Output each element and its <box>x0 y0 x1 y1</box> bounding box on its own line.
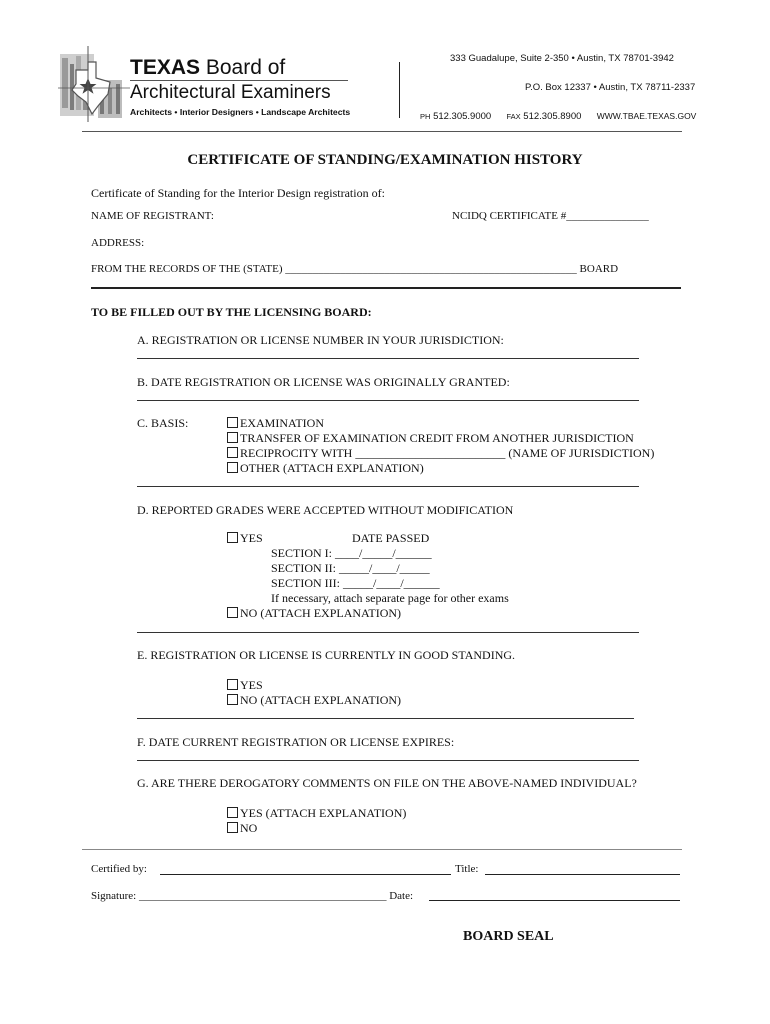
item-a-line[interactable] <box>137 358 639 359</box>
board-seal: BOARD SEAL <box>463 929 554 944</box>
derogatory-options <box>227 806 406 836</box>
intro-text: Certificate of Standing for the Interior Design registration of: <box>91 186 385 200</box>
title-label: Title: <box>455 863 479 875</box>
other-exams-note: If necessary, attach separate page for other exams <box>271 591 509 605</box>
page-title: CERTIFICATE OF STANDING/EXAMINATION HISTORY <box>187 152 583 168</box>
certified-by-label: Certified by: <box>91 863 147 875</box>
grades-no-label: NO (ATTACH EXPLANATION) <box>240 606 402 620</box>
section-3-date-field[interactable]: SECTION III: _____/____/______ <box>271 576 440 590</box>
item-g-label: G. ARE THERE DEROGATORY COMMENTS ON FILE ON THE ABOVE-NAMED INDIVIDUAL? <box>137 776 637 790</box>
other-checkbox[interactable] <box>227 462 238 473</box>
standing-no-checkbox[interactable] <box>227 694 238 705</box>
grades-yes-label: YES <box>240 531 263 545</box>
section-1-date-field[interactable]: SECTION I: ____/_____/______ <box>271 546 432 560</box>
item-e-label: E. REGISTRATION OR LICENSE IS CURRENTLY IN GOOD STANDING. <box>137 648 516 662</box>
item-f-label: F. DATE CURRENT REGISTRATION OR LICENSE EXPIRES: <box>137 735 455 749</box>
grades-no <box>227 606 401 621</box>
logo-tagline: Architects • Interior Designers • Landscape Architects <box>130 107 351 117</box>
fax-number: 512.305.8900 <box>523 111 582 122</box>
standing-yes-label: YES <box>240 678 263 692</box>
grades-no-checkbox[interactable] <box>227 607 238 618</box>
item-d-label: D. REPORTED GRADES WERE ACCEPTED WITHOUT MODIFICATION <box>137 503 514 517</box>
item-b-line[interactable] <box>137 400 639 401</box>
board-heading: TO BE FILLED OUT BY THE LICENSING BOARD: <box>91 305 372 319</box>
section-2-date-field[interactable]: SECTION II: _____/____/_____ <box>271 561 430 575</box>
item-c-label: C. BASIS: <box>137 416 189 430</box>
section-dates <box>271 546 509 606</box>
examination-checkbox[interactable] <box>227 417 238 428</box>
standing-yes-checkbox[interactable] <box>227 679 238 690</box>
date-passed-label: DATE PASSED <box>352 531 430 545</box>
derogatory-no-label: NO <box>240 821 258 835</box>
header-divider <box>399 62 400 118</box>
transfer-label: TRANSFER OF EXAMINATION CREDIT FROM ANOTHER JURISDICTION <box>240 431 634 445</box>
grades-yes-checkbox[interactable] <box>227 532 238 543</box>
contact-line <box>420 111 696 122</box>
logo-board-of: Board of <box>205 56 286 79</box>
standing-options <box>227 678 401 708</box>
logo-architectural-examiners: Architectural Examiners <box>130 82 331 103</box>
item-d-line[interactable] <box>137 632 639 633</box>
item-a-label: A. REGISTRATION OR LICENSE NUMBER IN YOUR JURISDICTION: <box>137 333 504 347</box>
item-e-line[interactable] <box>137 718 634 719</box>
section-divider <box>91 287 681 289</box>
derogatory-no-checkbox[interactable] <box>227 822 238 833</box>
derogatory-yes-label: YES (ATTACH EXPLANATION) <box>240 806 407 820</box>
address-line-2: P.O. Box 12337 • Austin, TX 78711-2337 <box>525 82 696 93</box>
examination-label: EXAMINATION <box>240 416 324 430</box>
phone-label: PH <box>420 112 431 121</box>
header-rule <box>82 131 682 132</box>
reciprocity-label: RECIPROCITY WITH _________________________ (NAME OF JURISDICTION) <box>240 446 655 460</box>
certified-by-line[interactable] <box>160 874 451 875</box>
item-f-line[interactable] <box>137 760 639 761</box>
logo-texas: TEXAS <box>130 56 201 79</box>
ncidq-field[interactable]: NCIDQ CERTIFICATE #_______________ <box>452 210 649 222</box>
registrant-name-label: NAME OF REGISTRANT: <box>91 210 214 222</box>
logo <box>58 44 358 126</box>
title-line[interactable] <box>485 874 680 875</box>
texas-map-icon <box>58 44 130 124</box>
signature-date-row[interactable]: Signature: _____________________________________________ Date: <box>91 890 414 902</box>
standing-no-label: NO (ATTACH EXPLANATION) <box>240 693 402 707</box>
phone-number: 512.305.9000 <box>433 111 492 122</box>
from-records-field[interactable]: FROM THE RECORDS OF THE (STATE) _____________________________________________________ BOARD <box>91 263 619 275</box>
date-line[interactable] <box>429 900 680 901</box>
certified-by-row <box>91 863 147 875</box>
reciprocity-checkbox[interactable] <box>227 447 238 458</box>
transfer-checkbox[interactable] <box>227 432 238 443</box>
item-c-line[interactable] <box>137 486 639 487</box>
address-label: ADDRESS: <box>91 237 145 249</box>
address-line-1: 333 Guadalupe, Suite 2-350 • Austin, TX 78701-3942 <box>450 53 674 64</box>
basis-options <box>227 416 654 476</box>
fax-label: FAX <box>506 112 521 121</box>
grades-yes <box>227 531 263 546</box>
website-link[interactable]: WWW.TBAE.TEXAS.GOV <box>596 111 697 121</box>
derogatory-yes-checkbox[interactable] <box>227 807 238 818</box>
signature-divider <box>82 849 682 850</box>
item-b-label: B. DATE REGISTRATION OR LICENSE WAS ORIGINALLY GRANTED: <box>137 375 510 389</box>
other-label: OTHER (ATTACH EXPLANATION) <box>240 461 424 475</box>
